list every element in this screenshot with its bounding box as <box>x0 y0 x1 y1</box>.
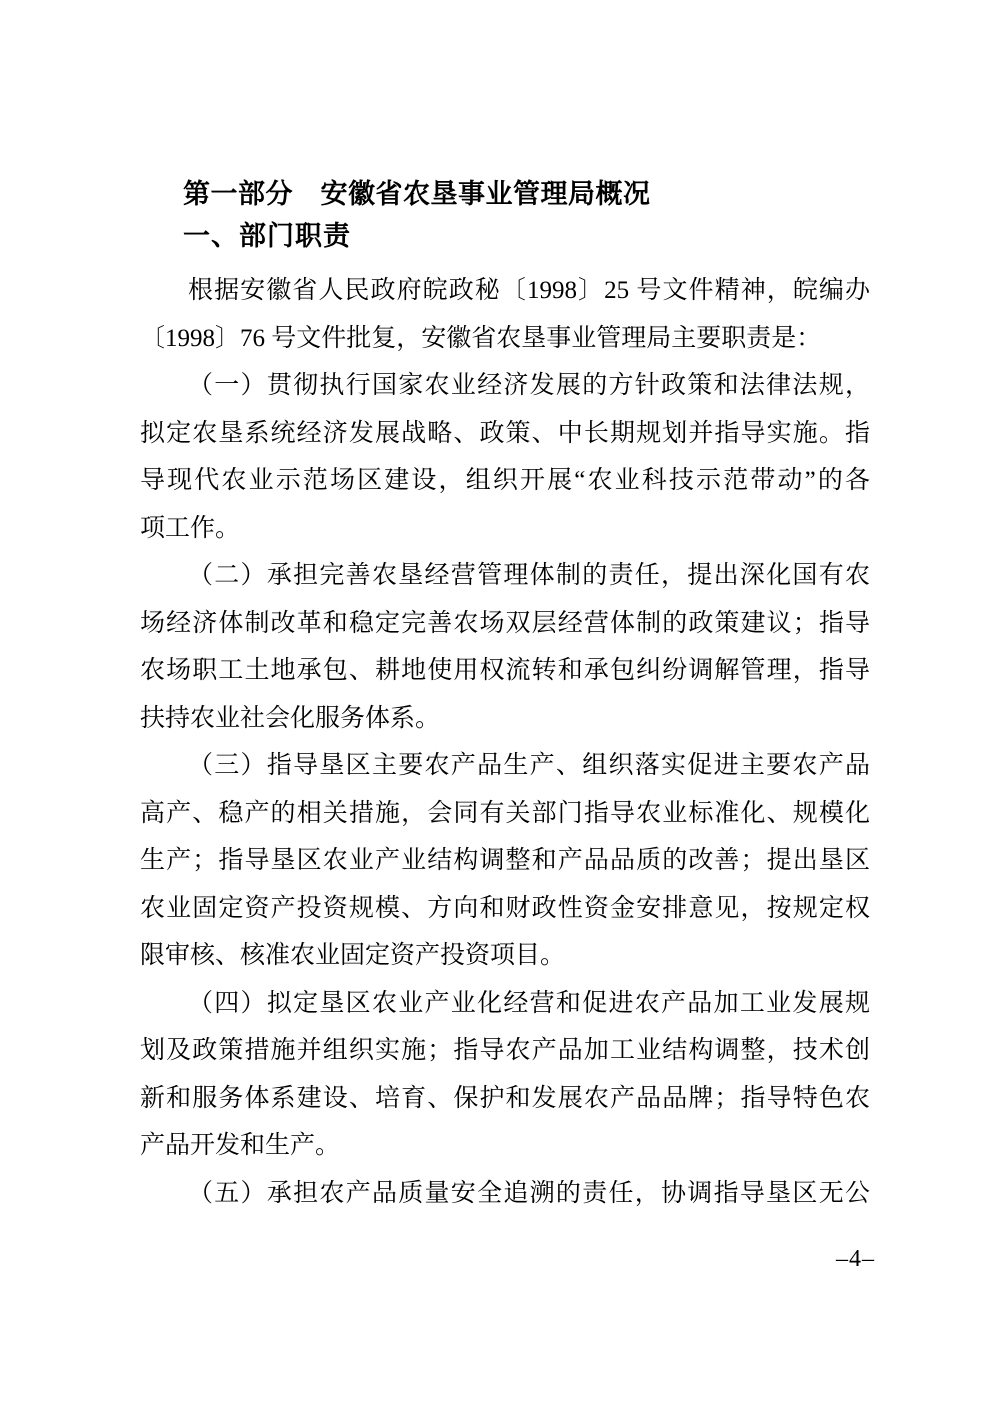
text-line: （二）承担完善农垦经营管理体制的责任，提出深化国有农 <box>188 562 870 589</box>
text-line: 产品开发和生产。 <box>140 1132 341 1159</box>
text-line: 划及政策措施并组织实施；指导农产品加工业结构调整，技术创 <box>140 1037 870 1064</box>
text-line: （五）承担农产品质量安全追溯的责任，协调指导垦区无公 <box>188 1179 870 1207</box>
text-line: （四）拟定垦区农业产业化经营和促进农产品加工业发展规 <box>188 989 870 1017</box>
section-title: 一、部门职责 <box>183 221 351 251</box>
text-line: 导现代农业示范场区建设，组织开展“农业科技示范带动”的各 <box>140 467 870 494</box>
page-number: –4– <box>836 1246 875 1272</box>
document-lines <box>140 267 870 1217</box>
text-line: 〔1998〕76 号文件批复，安徽省农垦事业管理局主要职责是： <box>140 324 822 352</box>
text-line: 农场职工土地承包、耕地使用权流转和承包纠纷调解管理，指导 <box>140 657 870 684</box>
text-line: 农业固定资产投资规模、方向和财政性资金安排意见，按规定权 <box>140 894 870 922</box>
text-line: （一）贯彻执行国家农业经济发展的方针政策和法律法规， <box>188 372 870 399</box>
text-line: （三）指导垦区主要农产品生产、组织落实促进主要农产品 <box>188 752 870 779</box>
text-line: 根据安徽省人民政府皖政秘〔1998〕25 号文件精神，皖编办 <box>188 277 870 304</box>
text-line: 扶持农业社会化服务体系。 <box>140 704 441 732</box>
text-line: 新和服务体系建设、培育、保护和发展农产品品牌；指导特色农 <box>140 1084 870 1112</box>
part-title: 第一部分 安徽省农垦事业管理局概况 <box>183 179 651 209</box>
text-line: 高产、稳产的相关措施，会同有关部门指导农业标准化、规模化 <box>140 799 870 827</box>
text-line: 拟定农垦系统经济发展战略、政策、中长期规划并指导实施。指 <box>140 419 870 447</box>
text-line: 生产；指导垦区农业产业结构调整和产品品质的改善；提出垦区 <box>140 847 870 874</box>
text-line: 项工作。 <box>140 514 241 542</box>
text-line: 限审核、核准农业固定资产投资项目。 <box>140 942 566 969</box>
text-line: 场经济体制改革和稳定完善农场双层经营体制的政策建议；指导 <box>140 609 870 637</box>
